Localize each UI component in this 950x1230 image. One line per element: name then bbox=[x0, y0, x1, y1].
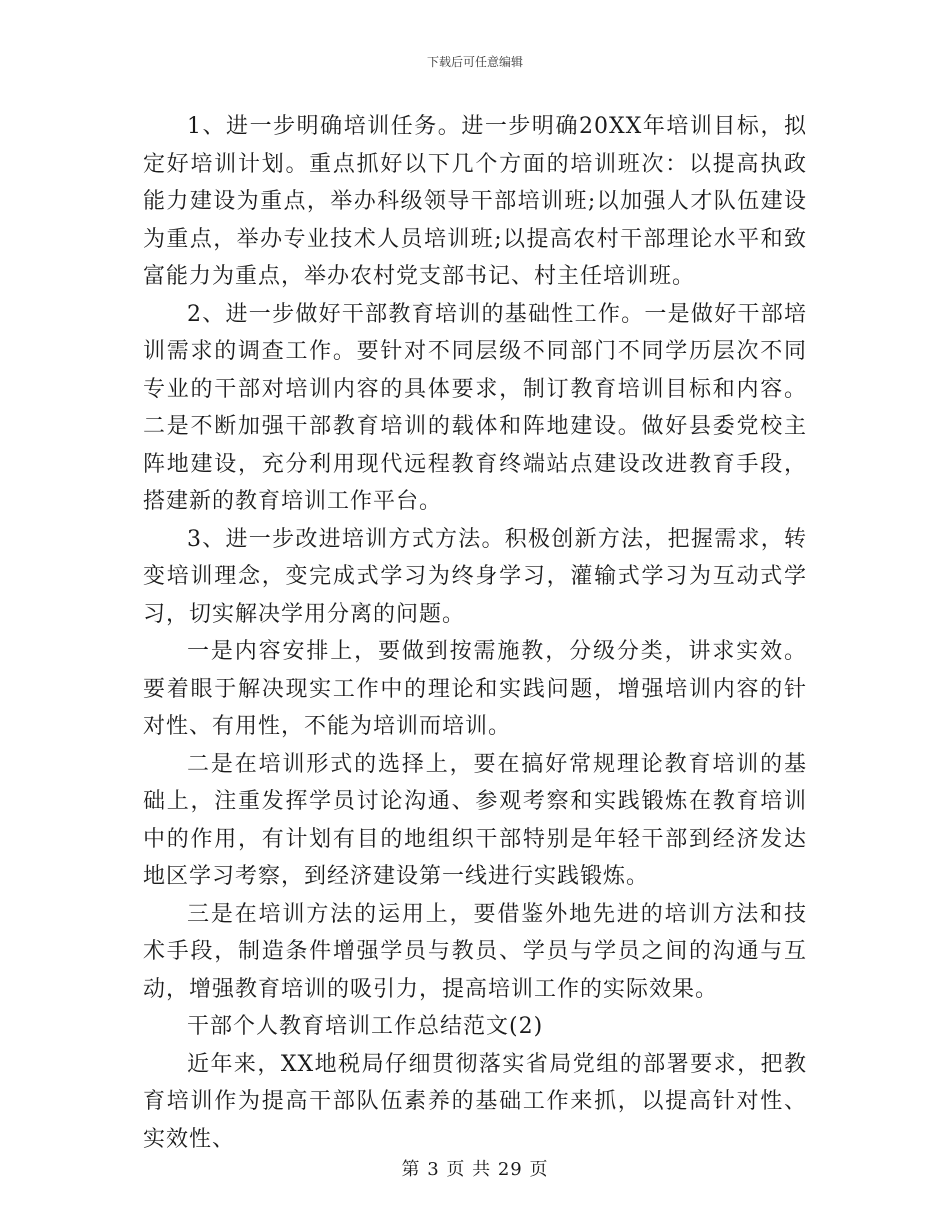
paragraph-6: 三是在培训方法的运用上，要借鉴外地先进的培训方法和技术手段，制造条件增强学员与教员、学员与学员之间的沟通与互动，增强教育培训的吸引力，提高培训工作的实际效果。 bbox=[143, 901, 807, 1002]
document-body bbox=[143, 108, 807, 1158]
page-number: 第 3 页 共 29 页 bbox=[401, 1159, 549, 1180]
section-heading: 干部个人教育培训工作总结范文(2) bbox=[187, 1014, 544, 1039]
paragraph-1: 1、进一步明确培训任务。进一步明确20XX年培训目标，拟定好培训计划。重点抓好以下几个方面的培训班次：以提高执政能力建设为重点，举办科级领导干部培训班;以加强人才队伍建设为重点，举办专业技术人员培训班;以提高农村干部理论水平和致富能力为重点，举办农村党支部书记、村主任培训班。 bbox=[143, 114, 807, 289]
page-header: 下载后可任意编辑 bbox=[426, 55, 523, 69]
paragraph-2: 2、进一步做好干部教育培训的基础性工作。一是做好干部培训需求的调查工作。要针对不同层级不同部门不同学历层次不同专业的干部对培训内容的具体要求，制订教育培训目标和内容。二是不断加强干部教育培训的载体和阵地建设。做好县委党校主阵地建设，充分利用现代远程教育终端站点建设改进教育手段，搭建新的教育培训工作平台。 bbox=[143, 301, 807, 514]
paragraph-5: 二是在培训形式的选择上，要在搞好常规理论教育培训的基础上，注重发挥学员讨论沟通、参观考察和实践锻炼在教育培训中的作用，有计划有目的地组织干部特别是年轻干部到经济发达地区学习考察，到经济建设第一线进行实践锻炼。 bbox=[143, 751, 807, 889]
paragraph-3: 3、进一步改进培训方式方法。积极创新方法，把握需求，转变培训理念，变完成式学习为终身学习，灌输式学习为互动式学习，切实解决学用分离的问题。 bbox=[143, 526, 807, 627]
paragraph-7: 近年来，XX地税局仔细贯彻落实省局党组的部署要求，把教育培训作为提高干部队伍素养的基础工作来抓，以提高针对性、实效性、 bbox=[143, 1051, 807, 1152]
paragraph-4: 一是内容安排上，要做到按需施教，分级分类，讲求实效。要着眼于解决现实工作中的理论和实践问题，增强培训内容的针对性、有用性，不能为培训而培训。 bbox=[143, 639, 807, 739]
